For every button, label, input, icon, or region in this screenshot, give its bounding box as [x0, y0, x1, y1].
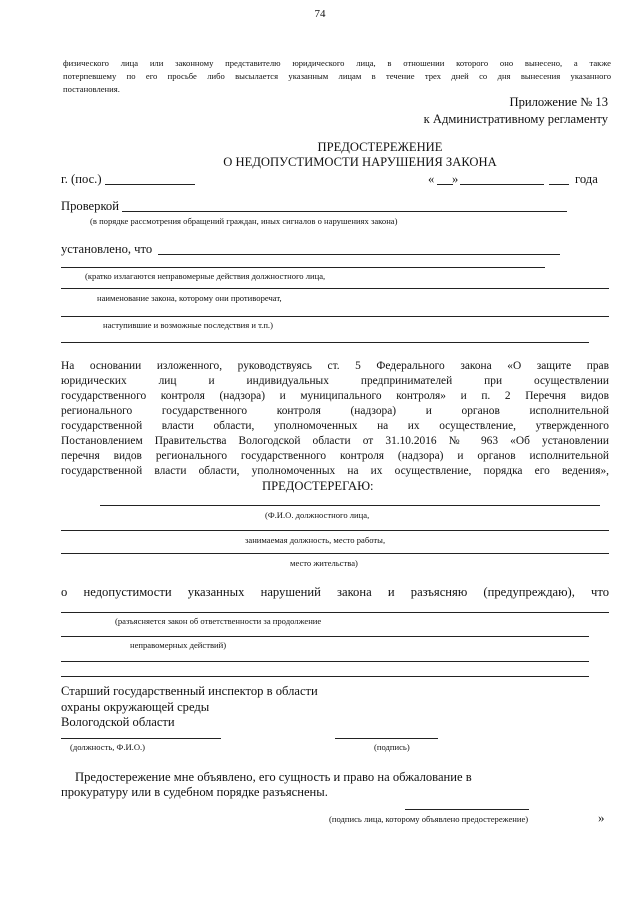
place-blank	[105, 184, 195, 185]
position-blank	[61, 738, 221, 739]
year-label: года	[575, 172, 598, 186]
body-line-5: государственной власти области, уполномоченных на их осуществление, утвержденного	[61, 420, 609, 432]
warn-word: ПРЕДОСТЕРЕГАЮ:	[262, 479, 374, 493]
page-number: 74	[314, 8, 326, 20]
person-blank-2	[61, 530, 609, 531]
check-blank	[122, 211, 567, 212]
check-label: Проверкой	[61, 199, 119, 213]
carryover-line-3: постановления.	[63, 84, 120, 94]
person-hint-3: место жительства)	[290, 558, 358, 568]
body-line-1: На основании изложенного, руководствуясь ст. 5 Федерального закона «О защите прав	[61, 360, 609, 372]
day-blank	[437, 184, 453, 185]
established-blank	[158, 254, 560, 255]
inspector-line-2: охраны окружающей среды	[61, 700, 210, 714]
established-blank-3	[61, 288, 609, 289]
date-open-quote: «	[428, 172, 435, 186]
document-subtitle: О НЕДОПУСТИМОСТИ НАРУШЕНИЯ ЗАКОНА	[223, 155, 497, 169]
person-hint-1: (Ф.И.О. должностного лица,	[265, 510, 370, 520]
person-blank-1	[100, 505, 600, 506]
person-hint-2: занимаемая должность, место работы,	[245, 535, 386, 545]
inspector-line-1: Старший государственный инспектор в области	[61, 684, 318, 698]
body-line-3: государственного контроля (надзора) и муниципального контроля» и п. 2 Перечня видов	[61, 390, 609, 402]
explain-hint-1: (разъясняется закон об ответственности за продолжение	[115, 616, 322, 626]
established-hint-2: наименование закона, которому они противоречат,	[97, 293, 282, 303]
body-line-2: юридических лиц и индивидуальных предпринимателей при осуществлении	[61, 375, 609, 387]
inspector-line-3: Вологодской области	[61, 715, 175, 729]
carryover-line-2: потерпевшему по его просьбе либо высылается указанным лицам в течение трех дней со дня вынесения указанного	[63, 71, 611, 81]
inadmissibility-line: о недопустимости указанных нарушений закона и разъясняю (предупреждаю), что	[61, 585, 609, 599]
established-label: установлено, что	[61, 242, 153, 256]
announced-line-1: Предостережение мне объявлено, его сущность и право на обжалование в	[75, 770, 472, 784]
year-blank	[549, 184, 569, 185]
body-line-6: Постановлением Правительства Вологодской области от 31.10.2016 № 963 «Об установлении	[61, 435, 609, 447]
explain-blank-4	[61, 676, 589, 677]
body-line-7: перечня видов регионального государственного контроля (надзора) и органов исполнительной	[61, 450, 609, 462]
established-blank-5	[61, 342, 589, 343]
body-line-8: государственной власти области, уполномоченных на их осуществление, порядка его ведения»,	[61, 465, 609, 477]
final-hint: (подпись лица, которому объявлено предостережение)	[329, 814, 529, 824]
established-blank-2	[61, 267, 545, 268]
explain-hint-2: неправомерных действий)	[130, 640, 227, 650]
carryover-line-1: физического лица или законному представителю юридического лица, в отношении которого оно вынесено, а также	[63, 58, 611, 68]
appendix-regulation: к Административному регламенту	[423, 112, 608, 126]
body-line-4: регионального государственного контроля (надзора) и органов исполнительной	[61, 405, 609, 417]
explain-blank-3	[61, 661, 589, 662]
appendix-number: Приложение № 13	[509, 95, 608, 109]
established-hint-1: (кратко излагаются неправомерные действия должностного лица,	[85, 271, 326, 281]
person-blank-3	[61, 553, 609, 554]
final-signature-blank	[405, 809, 529, 810]
established-blank-4	[61, 316, 609, 317]
date-close-quote: »	[452, 172, 459, 186]
signature-hint: (подпись)	[374, 742, 410, 752]
document-title: ПРЕДОСТЕРЕЖЕНИЕ	[317, 140, 443, 154]
position-hint: (должность, Ф.И.О.)	[70, 742, 146, 752]
month-blank	[460, 184, 544, 185]
final-close-quote: »	[598, 810, 605, 825]
established-hint-3: наступившие и возможные последствия и т.п.)	[103, 320, 273, 330]
explain-blank-1	[61, 612, 609, 613]
check-hint: (в порядке рассмотрения обращений граждан, иных сигналов о нарушениях закона)	[90, 216, 398, 226]
signature-blank	[335, 738, 438, 739]
explain-blank-2	[61, 636, 589, 637]
announced-line-2: прокуратуру или в судебном порядке разъяснены.	[61, 785, 328, 799]
place-label: г. (пос.)	[61, 172, 102, 186]
